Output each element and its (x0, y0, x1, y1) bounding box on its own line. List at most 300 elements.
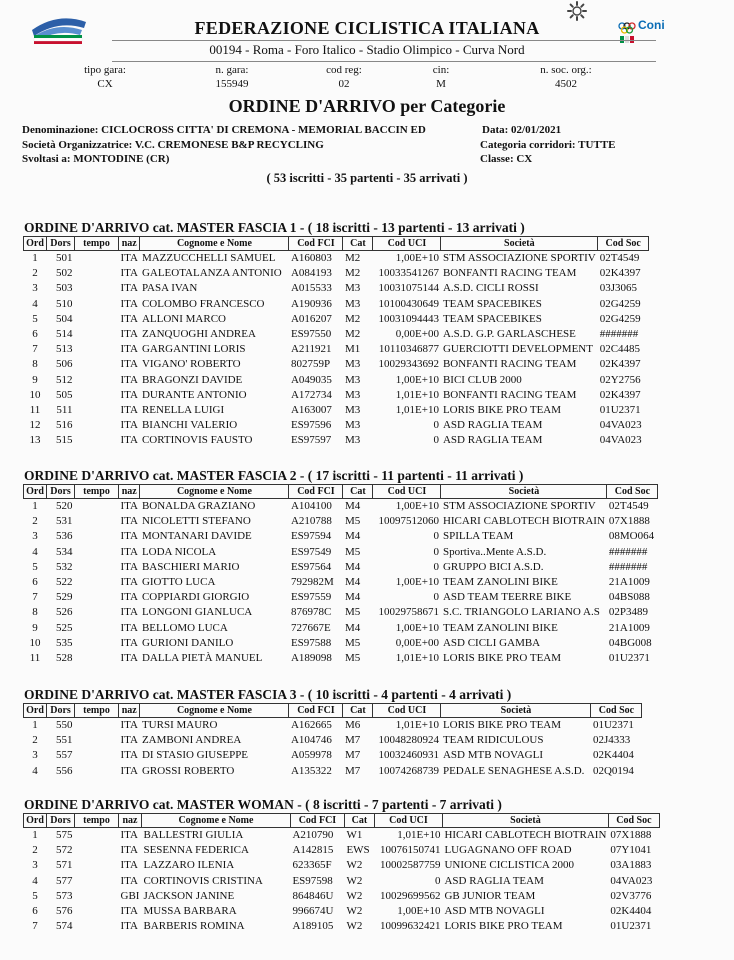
cell-dors: 503 (56, 282, 73, 295)
cell-societa: HICARI CABLOTECH BIOTRAIN (442, 515, 605, 528)
cell-cod-fci: ES97588 (290, 636, 332, 649)
cell-name: PASA IVAN (141, 282, 198, 295)
cell-cat: M5 (344, 515, 361, 528)
cell-tempo (75, 904, 119, 919)
cell-societa: LUGAGNANO OFF ROAD (444, 844, 572, 857)
column-header-cod-uci: Cod UCI (373, 237, 441, 251)
cell-societa: BONFANTI RACING TEAM (442, 388, 577, 401)
table-row (24, 733, 642, 748)
info-societa (22, 139, 324, 151)
cell-naz: ITA (120, 545, 138, 558)
cell-name: GIOTTO LUCA (141, 576, 216, 589)
cell-naz: ITA (120, 297, 138, 310)
cell-tempo (75, 590, 119, 605)
table-row (24, 251, 649, 267)
cell-name: MONTANARI DAVIDE (141, 530, 252, 543)
cell-cod-fci: 623365F (292, 859, 332, 872)
cell-name: BIANCHI VALERIO (141, 419, 238, 432)
cell-cat: M4 (344, 591, 361, 604)
section-title: ORDINE D'ARRIVO cat. MASTER FASCIA 1 - ( 18 iscritti - 13 partenti - 13 arrivati ) (24, 220, 525, 235)
table-row (24, 266, 649, 281)
table-row (24, 748, 642, 763)
info-data (480, 124, 561, 136)
cell-cod-fci: 996674U (292, 905, 334, 918)
cell-societa: A.S.D. G.P. GARLASCHESE (442, 328, 576, 341)
categoria-value: TUTTE (578, 139, 616, 151)
cell-cod-fci: A190936 (290, 297, 332, 310)
meta-label: n. gara: (215, 64, 249, 76)
cell-cod-soc: 02K4404 (592, 749, 634, 762)
cell-cat: M4 (344, 560, 361, 573)
cell-cat: M3 (344, 388, 361, 401)
cell-cat: M4 (344, 500, 361, 513)
cell-naz: ITA (120, 859, 138, 872)
column-header-cod-uci: Cod UCI (373, 485, 441, 499)
cell-cod-fci: A211921 (290, 343, 332, 356)
cell-societa: TEAM ZANOLINI BIKE (442, 576, 558, 589)
cell-ord: 1 (32, 252, 38, 265)
categoria-label: Categoria corridori: (480, 139, 576, 151)
cell-cod-soc: 04BG008 (608, 636, 652, 649)
column-header-cod-soc: Cod Soc (608, 814, 659, 828)
column-header-tempo: tempo (75, 237, 119, 251)
info-classe (480, 153, 532, 165)
cell-cod-fci: ES97596 (290, 419, 332, 432)
cell-tempo (75, 605, 119, 620)
cell-naz: ITA (120, 576, 138, 589)
cell-cat: M2 (344, 267, 361, 280)
cell-ord: 5 (32, 560, 38, 573)
cell-cod-uci: 0 (433, 560, 439, 573)
cell-societa: UNIONE CICLISTICA 2000 (444, 859, 575, 872)
svoltasi-label: Svoltasi a: (22, 153, 71, 165)
cell-cod-fci: A163007 (290, 403, 332, 416)
cell-dors: 536 (56, 530, 73, 543)
cell-name: GARGANTINI LORIS (141, 343, 246, 356)
column-header-ord: Ord (24, 485, 47, 499)
cell-cod-soc: 01U2371 (610, 920, 652, 933)
column-header-cod-uci: Cod UCI (373, 704, 441, 718)
cell-societa: TEAM ZANOLINI BIKE (442, 621, 558, 634)
cell-naz: ITA (120, 282, 138, 295)
table-row (24, 590, 658, 605)
cell-cod-fci: ES97550 (290, 328, 332, 341)
cell-cat: M3 (344, 403, 361, 416)
cell-dors: 510 (56, 297, 73, 310)
cell-ord: 7 (32, 591, 38, 604)
cell-cod-soc: 04VA023 (599, 419, 642, 432)
cell-tempo (75, 764, 119, 779)
cell-cod-soc: 21A1009 (608, 621, 650, 634)
column-header-cod-soc: Cod Soc (591, 704, 642, 718)
info-svoltasi (22, 153, 169, 165)
table-row (24, 388, 649, 403)
cell-naz: ITA (120, 388, 138, 401)
cell-naz: ITA (120, 343, 138, 356)
column-header-name: Cognome e Nome (141, 814, 290, 828)
table-row (24, 297, 649, 312)
cell-cod-uci: 10029758671 (378, 606, 439, 619)
cell-tempo (75, 327, 119, 342)
cell-societa: BONFANTI RACING TEAM (442, 358, 577, 371)
cell-ord: 7 (32, 343, 38, 356)
cell-name: LONGONI GIANLUCA (141, 606, 253, 619)
cell-societa: HICARI CABLOTECH BIOTRAIN (444, 829, 607, 842)
column-header-dors: Dors (47, 485, 75, 499)
cell-cod-uci: 10076150741 (379, 844, 441, 857)
cell-cod-soc: 02T4549 (608, 500, 649, 513)
table-header-row (24, 704, 642, 718)
cell-cod-soc: 02K4397 (599, 358, 641, 371)
cell-cod-uci: 10110346877 (378, 343, 439, 356)
cell-dors: 576 (56, 905, 73, 918)
entries-summary: ( 53 iscritti - 35 partenti - 35 arrivati ) (266, 171, 468, 185)
cell-cat: W1 (346, 829, 363, 842)
cell-cod-fci: ES97598 (292, 874, 333, 887)
column-header-naz: naz (119, 237, 140, 251)
cell-societa: PEDALE SENAGHESE A.S.D. (442, 764, 585, 777)
cell-tempo (75, 403, 119, 418)
cell-cod-fci: A210788 (290, 515, 332, 528)
cell-cod-soc: 04BS088 (608, 591, 650, 604)
cell-dors: 529 (56, 591, 73, 604)
cell-societa: LORIS BIKE PRO TEAM (442, 403, 562, 416)
cell-cat: M2 (344, 328, 361, 341)
cell-naz: ITA (120, 434, 138, 447)
cell-naz: ITA (120, 419, 138, 432)
cell-cat: W2 (346, 874, 363, 887)
cell-cod-fci: A049035 (290, 373, 332, 386)
cell-cod-fci: A104100 (290, 500, 332, 513)
cell-cod-soc: 01U2371 (599, 403, 641, 416)
column-header-naz: naz (119, 485, 140, 499)
cell-societa: LORIS BIKE PRO TEAM (444, 920, 563, 933)
cell-societa: GRUPPO BICI A.S.D. (442, 560, 544, 573)
column-header-naz: naz (119, 704, 140, 718)
cell-name: GROSSI ROBERTO (141, 764, 235, 777)
cell-cod-fci: A016207 (290, 312, 332, 325)
cell-ord: 10 (29, 636, 41, 649)
column-header-name: Cognome e Nome (140, 704, 289, 718)
cell-naz: ITA (120, 874, 138, 887)
cell-cat: M3 (344, 419, 361, 432)
table-row (24, 651, 658, 666)
cell-cod-soc: 01U2371 (592, 719, 634, 732)
cell-name: LODA NICOLA (141, 545, 217, 558)
cell-name: DI STASIO GIUSEPPE (141, 749, 249, 762)
federation-address: 00194 - Roma - Foro Italico - Stadio Olimpico - Curva Nord (209, 42, 525, 57)
cell-name: LAZZARO ILENIA (143, 859, 235, 872)
cell-dors: 531 (56, 515, 73, 528)
cell-cod-fci: A015533 (290, 282, 332, 295)
cell-cod-soc: 02J4333 (592, 734, 631, 747)
cell-ord: 8 (32, 358, 38, 371)
cell-tempo (75, 843, 119, 858)
cell-cod-soc: 04VA023 (610, 874, 653, 887)
meta-value: M (436, 78, 446, 90)
cell-name: BASCHIERI MARIO (141, 560, 240, 573)
cell-tempo (75, 373, 119, 388)
cell-cod-soc: 07Y1041 (610, 844, 652, 857)
cell-tempo (75, 499, 119, 515)
cell-tempo (75, 560, 119, 575)
table-row (24, 418, 649, 433)
cell-cod-uci: 10032460931 (378, 749, 439, 762)
cell-naz: ITA (120, 844, 138, 857)
cell-cat: M6 (344, 719, 361, 732)
cell-tempo (75, 718, 119, 734)
cell-dors: 520 (56, 500, 73, 513)
cell-cod-fci: A059978 (290, 749, 332, 762)
header-rule-bottom (112, 61, 656, 62)
section-title: ORDINE D'ARRIVO cat. MASTER FASCIA 2 - ( 17 iscritti - 11 partenti - 11 arrivati ) (24, 468, 524, 483)
cell-ord: 4 (32, 874, 38, 887)
cell-cat: M7 (344, 764, 361, 777)
cell-cod-soc: 07X1888 (608, 515, 650, 528)
results-table (23, 703, 642, 779)
cell-name: DALLA PIETÀ MANUEL (141, 651, 263, 664)
cell-ord: 3 (32, 749, 38, 762)
cell-ord: 1 (32, 500, 38, 513)
cell-societa: TEAM SPACEBIKES (442, 312, 542, 325)
cell-cod-fci: A189105 (292, 920, 334, 933)
cell-tempo (75, 529, 119, 544)
column-header-naz: naz (119, 814, 142, 828)
cell-cat: M5 (344, 651, 361, 664)
column-header-cod-fci: Cod FCI (289, 485, 343, 499)
cell-naz: ITA (120, 734, 138, 747)
cell-societa: ASD MTB NOVAGLI (444, 905, 545, 918)
cell-ord: 2 (32, 844, 38, 857)
cell-societa: SPILLA TEAM (442, 530, 514, 543)
cell-societa: A.S.D. CICLI ROSSI (442, 282, 539, 295)
cell-dors: 515 (56, 434, 73, 447)
column-header-cod-fci: Cod FCI (289, 704, 343, 718)
cell-naz: ITA (120, 267, 138, 280)
cell-naz: ITA (120, 515, 138, 528)
cell-societa: STM ASSOCIAZIONE SPORTIV (442, 252, 596, 265)
cell-naz: ITA (120, 764, 138, 777)
cell-cat: M3 (344, 297, 361, 310)
column-header-cod-fci: Cod FCI (289, 237, 343, 251)
cell-cod-soc: ####### (608, 560, 648, 573)
cell-societa: BICI CLUB 2000 (442, 373, 522, 386)
cell-tempo (75, 266, 119, 281)
table-row (24, 342, 649, 357)
cell-cod-fci: ES97564 (290, 560, 332, 573)
cell-ord: 11 (29, 651, 41, 664)
cell-ord: 5 (32, 312, 38, 325)
cell-cod-soc: 02K4397 (599, 267, 641, 280)
cell-dors: 550 (56, 719, 73, 732)
cell-dors: 573 (56, 889, 73, 902)
cell-ord: 13 (29, 434, 41, 447)
cell-cod-fci: ES97594 (290, 530, 332, 543)
cell-name: MAZZUCCHELLI SAMUEL (141, 252, 276, 265)
cell-cat: M4 (344, 530, 361, 543)
cell-tempo (75, 342, 119, 357)
column-header-dors: Dors (47, 814, 75, 828)
cell-naz: ITA (120, 719, 138, 732)
cell-ord: 2 (32, 515, 38, 528)
classe-value: CX (516, 153, 533, 165)
cell-name: BELLOMO LUCA (141, 621, 228, 634)
column-header-dors: Dors (47, 704, 75, 718)
cell-naz: ITA (120, 905, 138, 918)
column-header-cod-soc: Cod Soc (598, 237, 649, 251)
cell-ord: 3 (32, 530, 38, 543)
column-header-societa: Società (441, 704, 591, 718)
cell-cod-soc: 02P3489 (608, 606, 649, 619)
column-header-ord: Ord (24, 237, 47, 251)
cell-cod-uci: 1,00E+10 (395, 500, 439, 513)
cell-ord: 4 (32, 545, 38, 558)
cell-cod-uci: 0 (433, 545, 439, 558)
cell-societa: STM ASSOCIAZIONE SPORTIV (442, 500, 596, 513)
cell-dors: 506 (56, 358, 73, 371)
cell-naz: ITA (120, 621, 138, 634)
cell-ord: 1 (32, 829, 38, 842)
cell-dors: 516 (56, 419, 73, 432)
cell-ord: 11 (29, 403, 41, 416)
cell-societa: ASD TEAM TEERRE BIKE (442, 591, 572, 604)
cell-cat: M2 (344, 252, 361, 265)
table-row (24, 560, 658, 575)
column-header-cat: Cat (343, 485, 373, 499)
cell-societa: Sportiva..Mente A.S.D. (442, 545, 547, 558)
cell-name: ZANQUOGHI ANDREA (141, 328, 256, 341)
cell-ord: 3 (32, 282, 38, 295)
cell-cod-fci: A135322 (290, 764, 332, 777)
cell-dors: 528 (56, 651, 73, 664)
meta-label: n. soc. org.: (540, 64, 592, 76)
section-title: ORDINE D'ARRIVO cat. MASTER WOMAN - ( 8 iscritti - 7 partenti - 7 arrivati ) (24, 797, 502, 812)
cell-name: ZAMBONI ANDREA (141, 734, 242, 747)
cell-societa: TEAM SPACEBIKES (442, 297, 542, 310)
cell-tempo (75, 418, 119, 433)
column-header-name: Cognome e Nome (140, 237, 289, 251)
column-header-tempo: tempo (75, 485, 119, 499)
cell-dors: 501 (56, 252, 73, 265)
cell-cod-uci: 10031075144 (378, 282, 439, 295)
meta-value: 4502 (555, 78, 577, 90)
column-header-cat: Cat (344, 814, 374, 828)
cell-dors: 504 (56, 312, 73, 325)
cell-ord: 7 (32, 920, 38, 933)
cell-cat: W2 (346, 920, 363, 933)
cell-cod-soc: ####### (599, 328, 639, 341)
societa-value: V.C. CREMONESE B&P RECYCLING (134, 139, 324, 151)
cell-cod-uci: 1,01E+10 (395, 651, 439, 664)
cell-societa: LORIS BIKE PRO TEAM (442, 651, 562, 664)
cell-cod-soc: 02Q0194 (592, 764, 634, 777)
cell-cod-soc: 02G4259 (599, 297, 641, 310)
cell-tempo (75, 514, 119, 529)
cell-dors: 525 (56, 621, 73, 634)
classe-label: Classe: (480, 153, 514, 165)
table-row (24, 327, 649, 342)
table-row (24, 828, 660, 844)
table-header-row (24, 237, 649, 251)
table-header-row (24, 814, 660, 828)
table-row (24, 433, 649, 448)
cell-dors: 511 (56, 403, 73, 416)
table-row (24, 499, 658, 515)
column-header-name: Cognome e Nome (140, 485, 289, 499)
cell-ord: 4 (32, 764, 38, 777)
table-row (24, 858, 660, 873)
cell-name: GURIONI DANILO (141, 636, 234, 649)
cell-cat: W2 (346, 859, 363, 872)
meta-value: 155949 (215, 78, 249, 90)
cell-cat: M4 (344, 576, 361, 589)
cell-dors: 535 (56, 636, 73, 649)
cell-tempo (75, 636, 119, 651)
cell-cod-uci: 0 (433, 419, 439, 432)
cell-cod-uci: 1,01E+10 (395, 388, 439, 401)
cell-dors: 534 (56, 545, 73, 558)
cell-naz: ITA (120, 500, 138, 513)
cell-ord: 10 (29, 388, 41, 401)
cell-cat: M4 (344, 621, 361, 634)
cell-naz: ITA (120, 636, 138, 649)
cell-cat: W2 (346, 889, 363, 902)
cell-name: TURSI MAURO (141, 719, 218, 732)
results-table (23, 484, 658, 666)
cell-tempo (75, 651, 119, 666)
cell-name: BONALDA GRAZIANO (141, 500, 256, 513)
cell-naz: ITA (120, 530, 138, 543)
cell-tempo (75, 575, 119, 590)
cell-naz: ITA (120, 606, 138, 619)
denominazione-label: Denominazione: (22, 124, 99, 136)
table-row (24, 403, 649, 418)
cell-cat: M1 (344, 343, 361, 356)
table-row (24, 874, 660, 889)
cell-tempo (75, 545, 119, 560)
cell-naz: ITA (120, 591, 138, 604)
cell-naz: ITA (120, 328, 138, 341)
cell-dors: 514 (56, 328, 73, 341)
cell-societa: LORIS BIKE PRO TEAM (442, 719, 562, 732)
page-title: ORDINE D'ARRIVO per Categorie (228, 96, 506, 116)
cell-cod-fci: A142815 (292, 844, 334, 857)
meta-value: CX (97, 78, 113, 90)
cell-naz: ITA (120, 749, 138, 762)
cell-cod-soc: 02K4397 (599, 388, 641, 401)
table-row (24, 281, 649, 296)
cell-tempo (75, 357, 119, 372)
cell-ord: 4 (32, 297, 38, 310)
cell-name: GALEOTALANZA ANTONIO (141, 267, 282, 280)
table-row (24, 919, 660, 934)
cell-cod-fci: 864846U (292, 889, 334, 902)
cell-name: NICOLETTI STEFANO (141, 515, 251, 528)
cell-societa: S.C. TRIANGOLO LARIANO A.S (442, 606, 600, 619)
cell-societa: TEAM RIDICULOUS (442, 734, 544, 747)
cell-cod-uci: 1,01E+10 (397, 829, 441, 842)
cell-cod-uci: 0 (433, 434, 439, 447)
cell-name: DURANTE ANTONIO (141, 388, 247, 401)
column-header-ord: Ord (24, 814, 47, 828)
cell-ord: 8 (32, 606, 38, 619)
cell-cod-uci: 1,01E+10 (395, 719, 439, 732)
cell-tempo (75, 312, 119, 327)
cell-cod-soc: 08MO064 (608, 530, 655, 543)
cell-cod-soc: 03A1883 (610, 859, 652, 872)
cell-cod-soc: ####### (608, 545, 648, 558)
cell-societa: GUERCIOTTI DEVELOPMENT (442, 343, 593, 356)
